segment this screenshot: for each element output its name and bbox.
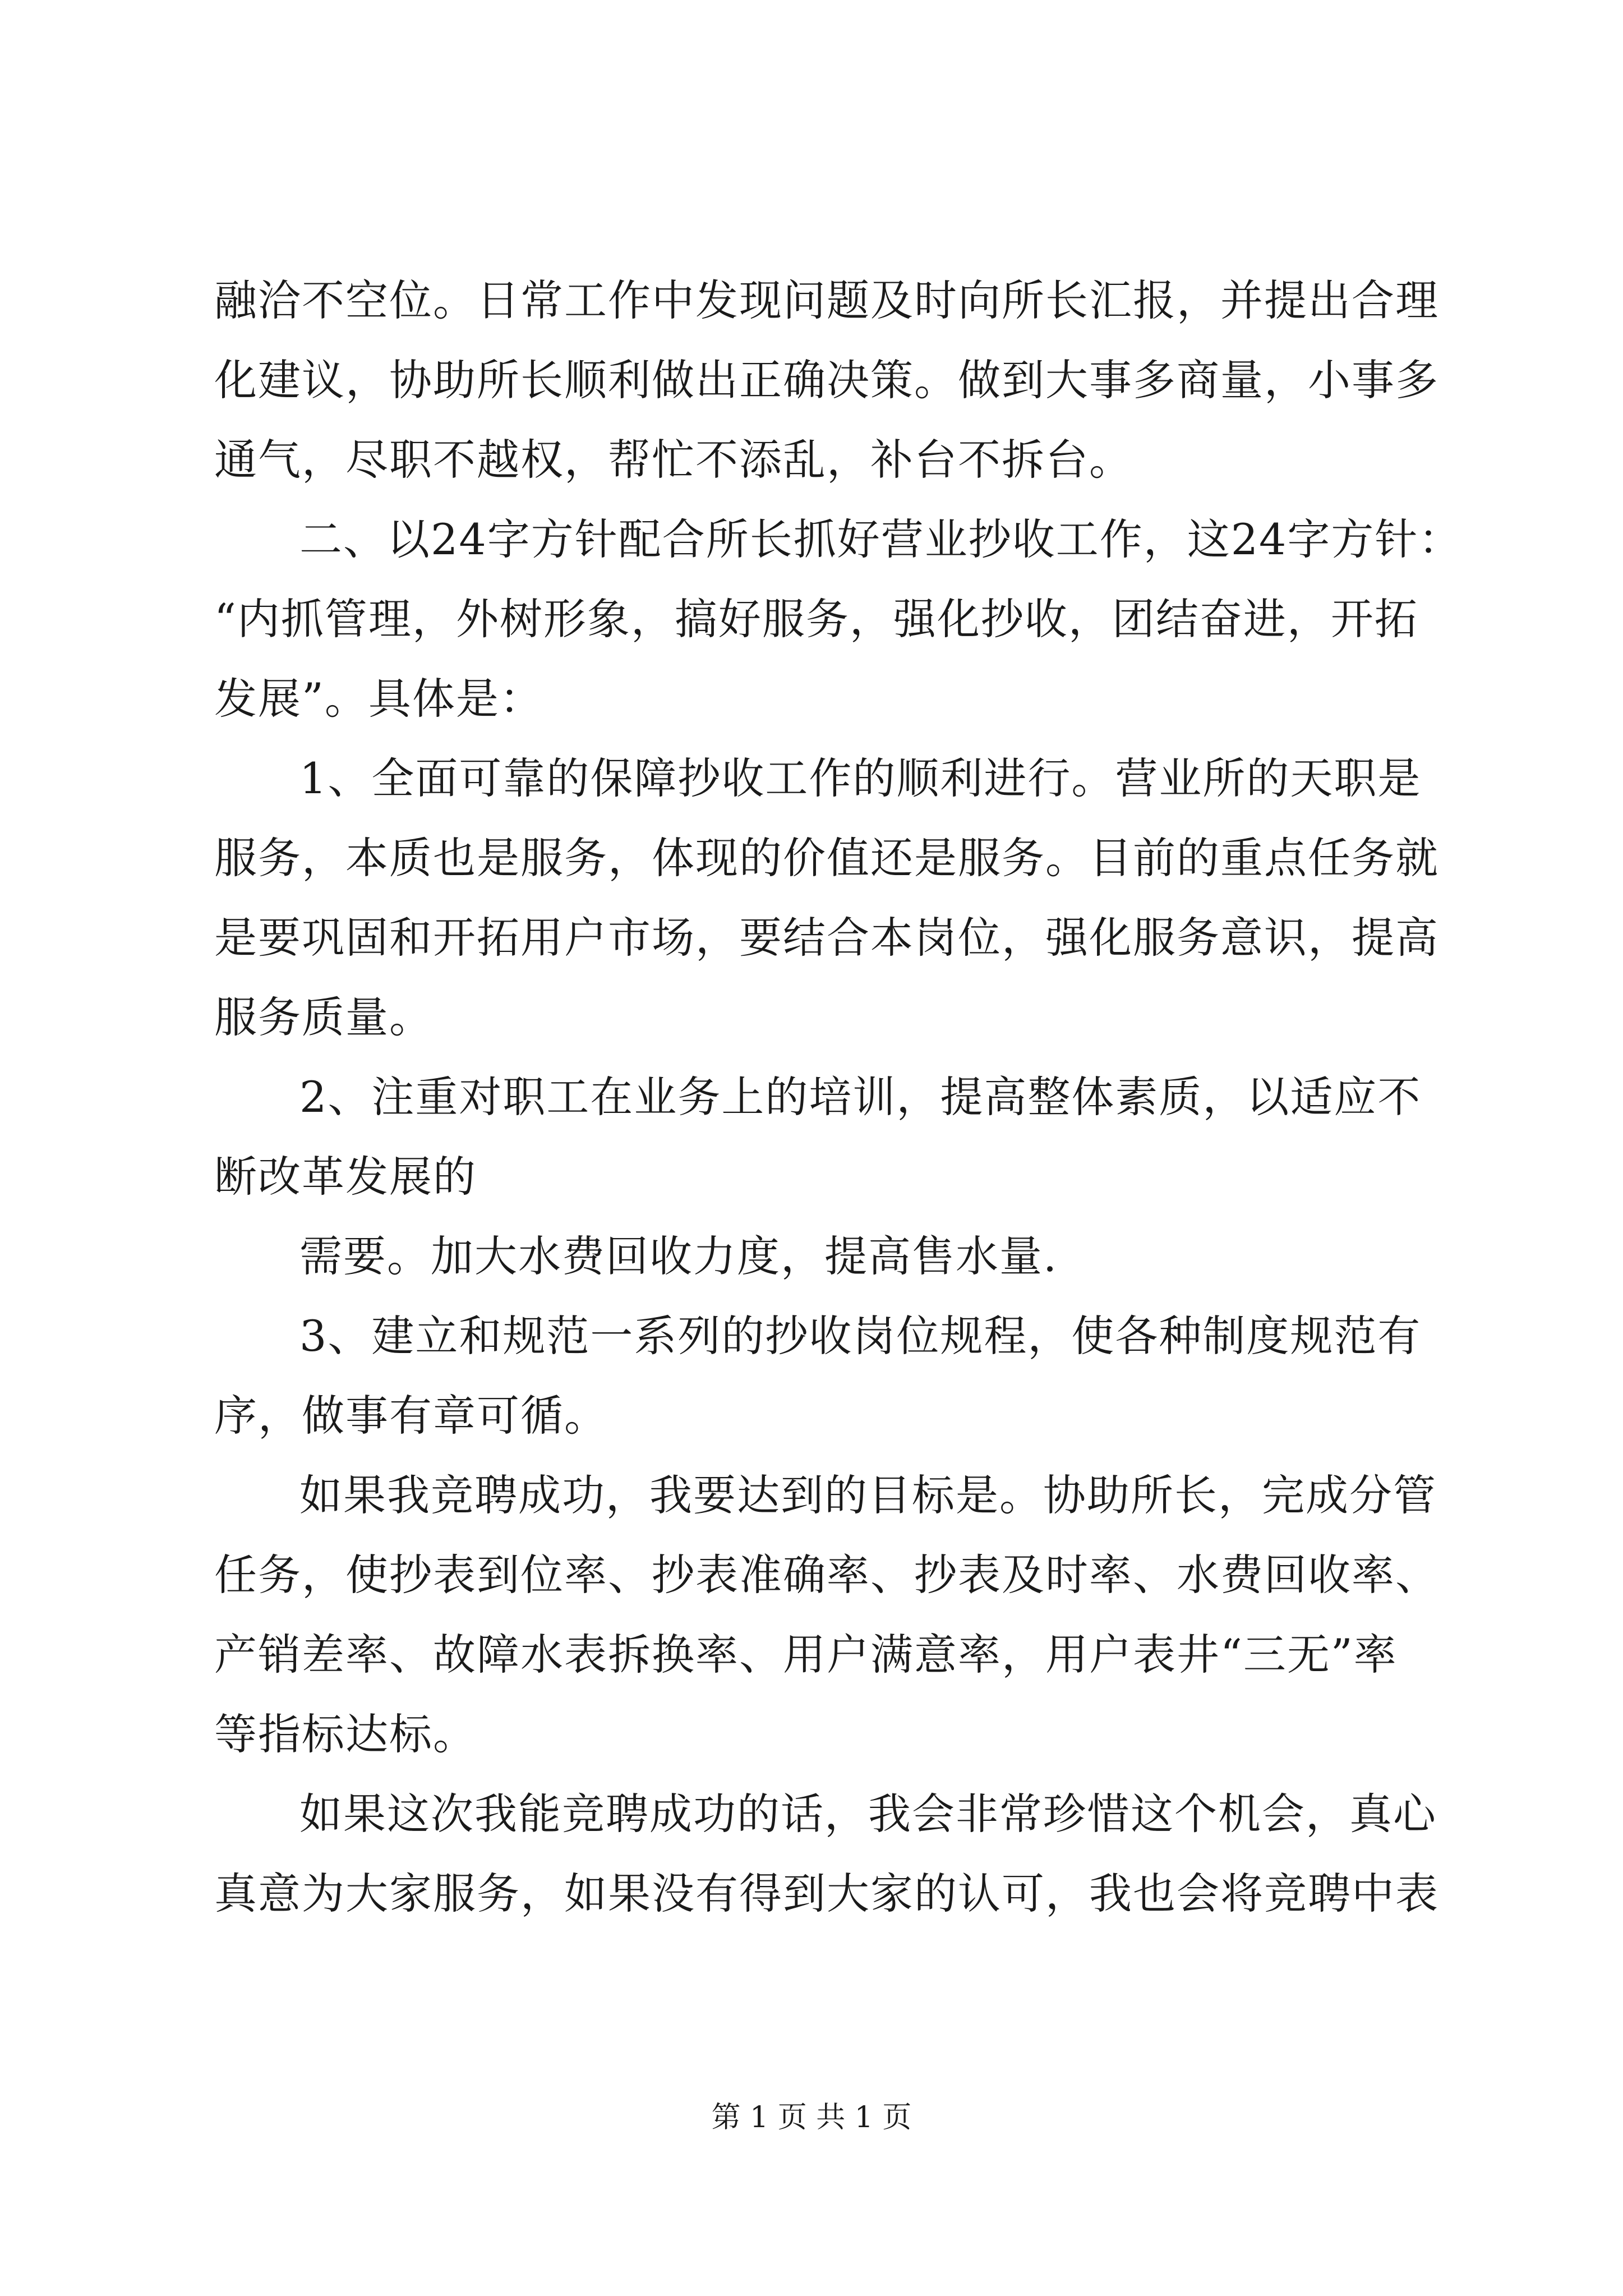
- text-line: 如果这次我能竞聘成功的话，我会非常珍惜这个机会，真心: [299, 1789, 1437, 1839]
- text-line: 通气，尽职不越权，帮忙不添乱，补台不拆台。: [214, 435, 1133, 485]
- text-line: 需要。加大水费回收力度，提高售水量.: [299, 1231, 1058, 1281]
- text-line: 二、以24字方针配合所长抓好营业抄收工作，这24字方针：: [299, 514, 1463, 564]
- text-line: 3、建立和规范一系列的抄收岗位规程，使各种制度规范有: [299, 1311, 1422, 1361]
- text-line: 2、注重对职工在业务上的培训，提高整体素质，以适应不: [299, 1072, 1422, 1122]
- text-line: 化建议，协助所长顺利做出正确决策。做到大事多商量，小事多: [214, 355, 1439, 405]
- page-footer: [0, 2095, 1623, 2140]
- text-line: “内抓管理，外树形象，搞好服务，强化抄收，团结奋进，开拓: [214, 594, 1418, 644]
- text-line: 真意为大家服务，如果没有得到大家的认可，我也会将竞聘中表: [214, 1869, 1439, 1918]
- document-body: [214, 261, 1463, 1934]
- text-line: 1、全面可靠的保障抄收工作的顺利进行。营业所的天职是: [299, 753, 1422, 803]
- text-line: 产销差率、故障水表拆换率、用户满意率，用户表井“三无”率: [214, 1630, 1398, 1680]
- text-line: 任务，使抄表到位率、抄表准确率、抄表及时率、水费回收率、: [214, 1550, 1439, 1600]
- text-line: 发展”。具体是：: [214, 674, 543, 724]
- text-line: 是要巩固和开拓用户市场，要结合本岗位，强化服务意识，提高: [214, 913, 1439, 963]
- text-line: 如果我竞聘成功，我要达到的目标是。协助所长，完成分管: [299, 1470, 1437, 1520]
- text-line: 融洽不空位。日常工作中发现问题及时向所长汇报，并提出合理: [214, 275, 1439, 325]
- text-line: 序，做事有章可循。: [214, 1391, 608, 1441]
- text-line: 服务质量。: [214, 992, 433, 1042]
- page-indicator: 第 1 页 共 1 页: [711, 2101, 912, 2134]
- text-line: 断改革发展的: [214, 1152, 477, 1202]
- text-line: 等指标达标。: [214, 1709, 477, 1759]
- text-line: 服务，本质也是服务，体现的价值还是服务。目前的重点任务就: [214, 833, 1439, 883]
